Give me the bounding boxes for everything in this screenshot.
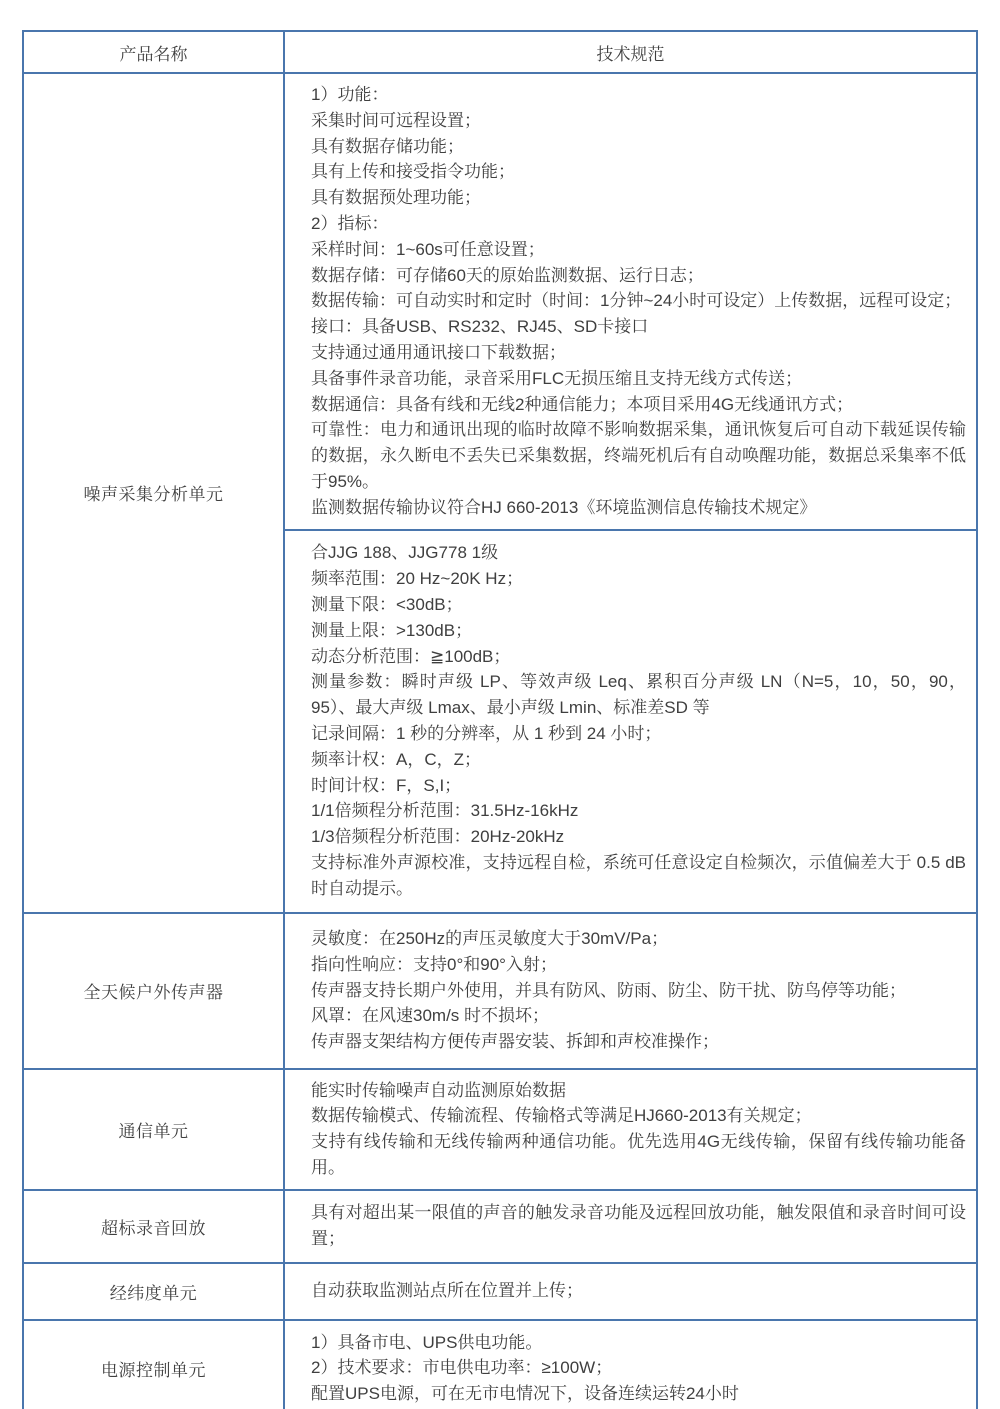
spec-line: 1/3倍频程分析范围：20Hz-20kHz (311, 827, 565, 847)
spec-line: 采集时间可远程设置； (311, 110, 481, 130)
spec-line: 具有上传和接受指令功能； (311, 162, 515, 182)
spec-line: 数据传输：可自动实时和定时（时间：1分钟~24小时可设定）上传数据，远程可设定； (311, 291, 962, 311)
product-name-cell: 噪声采集分析单元 (23, 73, 284, 913)
table-row (23, 1320, 977, 1409)
product-name-cell: 电源控制单元 (23, 1320, 284, 1409)
spec-line: 测量上限：>130dB； (311, 620, 473, 640)
table-header (23, 31, 977, 73)
product-name-cell: 全天候户外传声器 (23, 913, 284, 1069)
header-cell-tech-spec: 技术规范 (284, 31, 977, 73)
spec-line: 自动获取监测站点所在位置并上传； (311, 1281, 583, 1301)
spec-line: 灵敏度：在250Hz的声压灵敏度大于30mV/Pa； (311, 929, 669, 949)
spec-line: 支持通过通用通讯接口下载数据； (311, 342, 566, 362)
spec-line: 频率计权：A，C，Z； (311, 749, 481, 769)
spec-line: 能实时传输噪声自动监测原始数据 (311, 1080, 566, 1100)
spec-line: 支持标准外声源校准，支持远程自检，系统可任意设定自检频次，示值偏差大于 0.5 dB 时自动提示。 (311, 853, 966, 898)
spec-line: 1/1倍频程分析范围：31.5Hz-16kHz (311, 801, 579, 821)
spec-line: 时间计权：F，S,I； (311, 775, 462, 795)
table-body (23, 73, 977, 1409)
spec-line: 风罩：在风速30m/s 时不损坏； (311, 1006, 550, 1026)
spec-table-container (22, 30, 978, 1409)
spec-line: 测量下限：<30dB； (311, 595, 463, 615)
spec-line: 1）具备市电、UPS供电功能。 (311, 1332, 543, 1352)
spec-cell (284, 1069, 977, 1190)
spec-line: 支持有线传输和无线传输两种通信功能。优先选用4G无线传输，保留有线传输功能备用。 (311, 1132, 966, 1177)
spec-line: 1）功能： (311, 85, 389, 104)
spec-cell (284, 1320, 977, 1409)
spec-line: 接口：具备USB、RS232、RJ45、SD卡接口 (311, 317, 649, 337)
spec-line: 传声器支架结构方便传声器安装、拆卸和声校准操作； (311, 1032, 719, 1052)
spec-line: 数据传输模式、传输流程、传输格式等满足HJ660-2013有关规定； (311, 1106, 812, 1126)
spec-line: 测量参数：瞬时声级 LP、等效声级 Leq、累积百分声级 LN（N=5，10，50，90，95）、最大声级 Lmax、最小声级 Lmin、标准差SD 等 (311, 672, 966, 718)
spec-line: 动态分析范围：≧100dB； (311, 646, 511, 666)
spec-line: 2）技术要求：市电供电功率：≥100W； (311, 1358, 613, 1378)
spec-line: 合JJG 188、JJG778 1级 (311, 543, 499, 563)
spec-line: 具有数据存储功能； (311, 136, 464, 156)
spec-line: 2）指标： (311, 213, 389, 233)
spec-line: 数据通信：具备有线和无线2种通信能力；本项目采用4G无线通讯方式； (311, 394, 854, 414)
table-row (23, 73, 977, 530)
product-name-cell: 经纬度单元 (23, 1263, 284, 1320)
spec-cell (284, 913, 977, 1069)
spec-line: 记录间隔：1 秒的分辨率，从 1 秒到 24 小时； (311, 724, 662, 744)
spec-table (22, 30, 978, 1409)
spec-line: 频率范围：20 Hz~20K Hz； (311, 569, 524, 589)
spec-cell (284, 73, 977, 530)
spec-cell (284, 1263, 977, 1320)
spec-line: 配置UPS电源，可在无市电情况下，设备连续运转24小时 (311, 1384, 739, 1404)
spec-line: 指向性响应：支持0°和90°入射； (311, 954, 557, 974)
spec-cell (284, 1190, 977, 1263)
table-row (23, 1190, 977, 1263)
spec-line: 传声器支持长期户外使用，并具有防风、防雨、防尘、防干扰、防鸟停等功能； (311, 980, 906, 1000)
spec-line: 数据存储：可存储60天的原始监测数据、运行日志； (311, 265, 704, 285)
table-row (23, 1069, 977, 1190)
spec-line: 具备事件录音功能，录音采用FLC无损压缩且支持无线方式传送； (311, 368, 803, 388)
table-row (23, 913, 977, 1069)
spec-line: 具有对超出某一限值的声音的触发录音功能及远程回放功能，触发限值和录音时间可设置； (311, 1203, 966, 1249)
header-row (23, 31, 977, 73)
spec-line: 监测数据传输协议符合HJ 660-2013《环境监测信息传输技术规定》 (311, 497, 817, 517)
product-name-cell: 超标录音回放 (23, 1190, 284, 1263)
spec-line: 采样时间：1~60s可任意设置； (311, 239, 545, 259)
spec-line: 具有数据预处理功能； (311, 188, 481, 208)
header-cell-product-name: 产品名称 (23, 31, 284, 73)
spec-line: 可靠性：电力和通讯出现的临时故障不影响数据采集，通讯恢复后可自动下载延误传输的数据，永久断电不丢失已采集数据，终端死机后有自动唤醒功能，数据总采集率不低于95%。 (311, 420, 966, 491)
product-name-cell: 通信单元 (23, 1069, 284, 1190)
spec-cell (284, 530, 977, 913)
table-row (23, 1263, 977, 1320)
